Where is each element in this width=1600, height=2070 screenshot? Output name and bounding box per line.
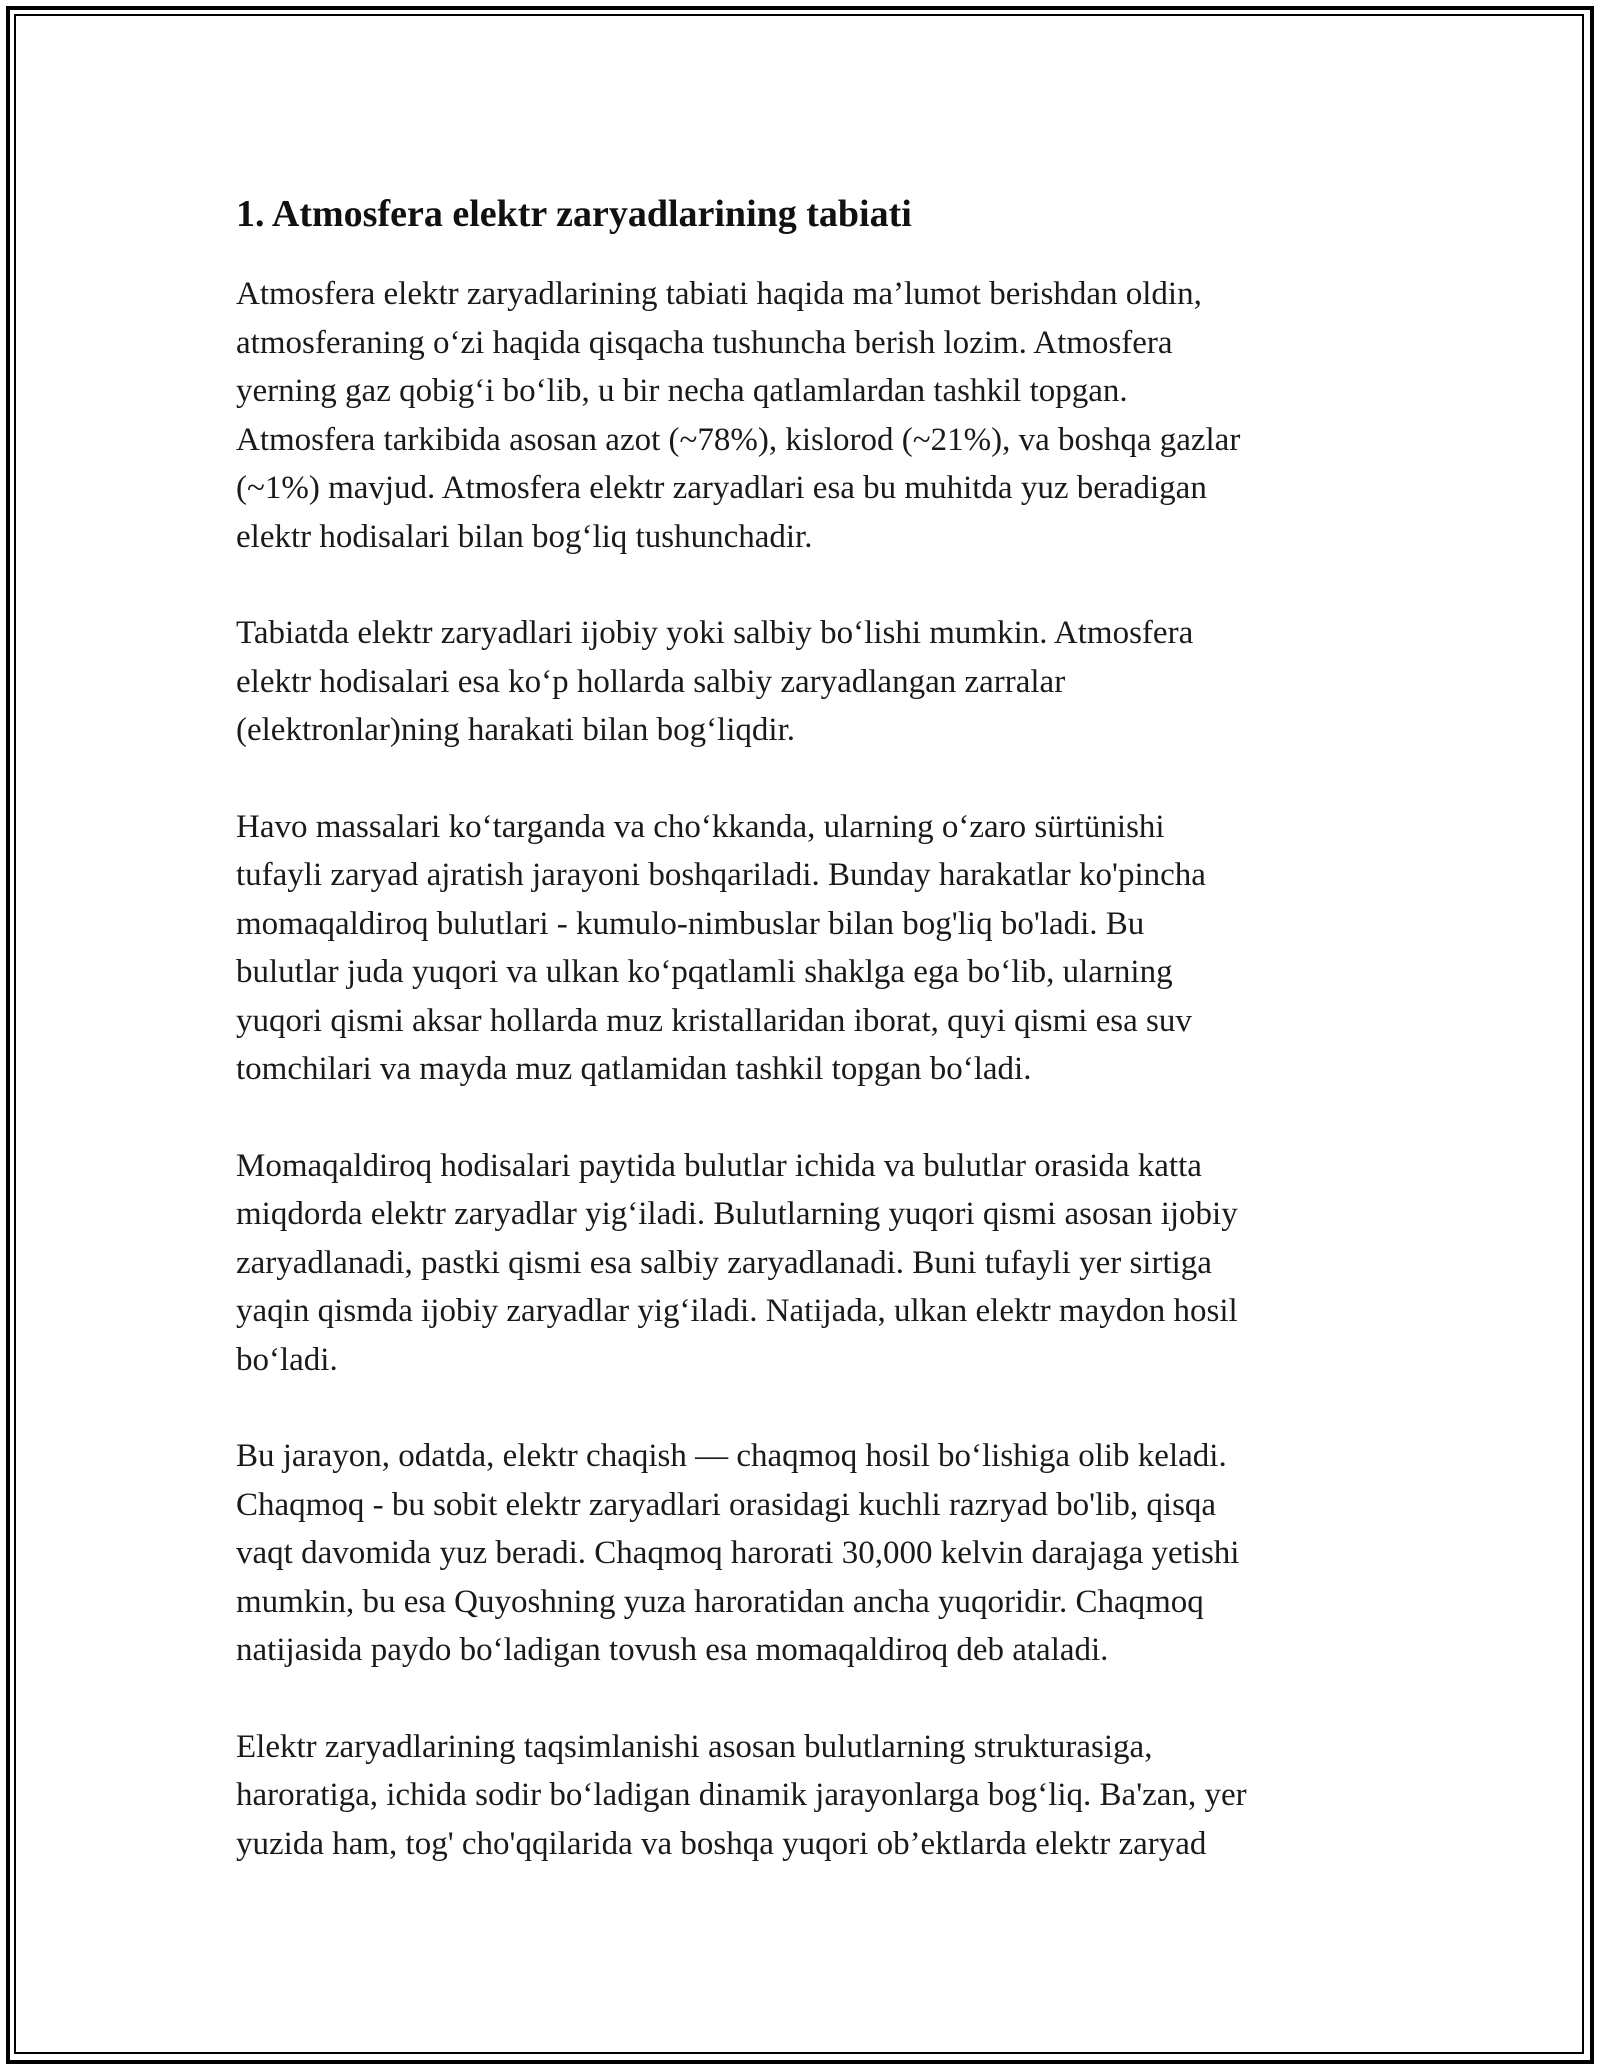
paragraph-5: Bu jarayon, odatda, elektr chaqish — chaqmoq hosil bo‘lishiga olib keladi. Chaqmoq - bu sobit elektr zaryadlari orasidagi kuchli razryad bo'lib, qisqa vaqt davomida yuz beradi. Chaqmoq harorati 30,000 kelvin darajaga yetishi mumkin, bu esa Quyoshning yuza haroratidan ancha yuqoridir. Chaqmoq natijasida paydo bo‘ladigan tovush esa momaqaldiroq deb ataladi. xyxy=(236,1438,1240,1668)
paragraph-6: Elektr zaryadlarining taqsimlanishi asosan bulutlarning strukturasiga, haroratiga, ichida sodir bo‘ladigan dinamik jarayonlarga bog‘liq. Ba'zan, yer yuzida ham, tog' cho'qqilarida va boshqa yuqori ob’ektlarda elektr zaryad xyxy=(236,1728,1247,1862)
paragraph-1: Atmosfera elektr zaryadlarining tabiati haqida ma’lumot berishdan oldin, atmosferaning o‘zi haqida qisqacha tushuncha berish lozim. Atmosfera yerning gaz qobig‘i bo‘lib, u bir necha qatlamlardan tashkil topgan. Atmosfera tarkibida asosan azot (~78%), kislorod (~21%), va boshqa gazlar (~1%) mavjud. Atmosfera elektr zaryadlari esa bu muhitda yuz beradigan elektr hodisalari bilan bog‘liq tushunchadir. xyxy=(236,276,1241,555)
paragraph-4: Momaqaldiroq hodisalari paytida bulutlar ichida va bulutlar orasida katta miqdorda elektr zaryadlar yig‘iladi. Bulutlarning yuqori qismi asosan ijobiy zaryadlanadi, pastki qismi esa salbiy zaryadlanadi. Buni tufayli yer sirtiga yaqin qismda ijobiy zaryadlar yig‘iladi. Natijada, ulkan elektr maydon hosil bo‘ladi. xyxy=(236,1147,1238,1378)
paragraph-2: Tabiatda elektr zaryadlari ijobiy yoki salbiy bo‘lishi mumkin. Atmosfera elektr hodisalari esa ko‘p hollarda salbiy zaryadlangan zarralar (elektronlar)ning harakati bilan bog‘liqdir. xyxy=(236,615,1194,748)
section-heading: 1. Atmosfera elektr zaryadlarining tabiati xyxy=(236,193,912,235)
document-body xyxy=(236,188,1364,1916)
paragraph-3: Havo massalari ko‘targanda va cho‘kkanda, ularning o‘zaro sürtünishi tufayli zaryad ajratish jarayoni boshqariladi. Bunday harakatlar ko'pincha momaqaldiroq bulutlari - kumulo-nimbuslar bilan bog'liq bo'ladi. Bu bulutlar juda yuqori va ulkan ko‘pqatlamli shaklga ega bo‘lib, ularning yuqori qismi aksar hollarda muz kristallaridan iborat, quyi qismi esa suv tomchilari va mayda muz qatlamidan tashkil topgan bo‘ladi. xyxy=(236,808,1206,1087)
